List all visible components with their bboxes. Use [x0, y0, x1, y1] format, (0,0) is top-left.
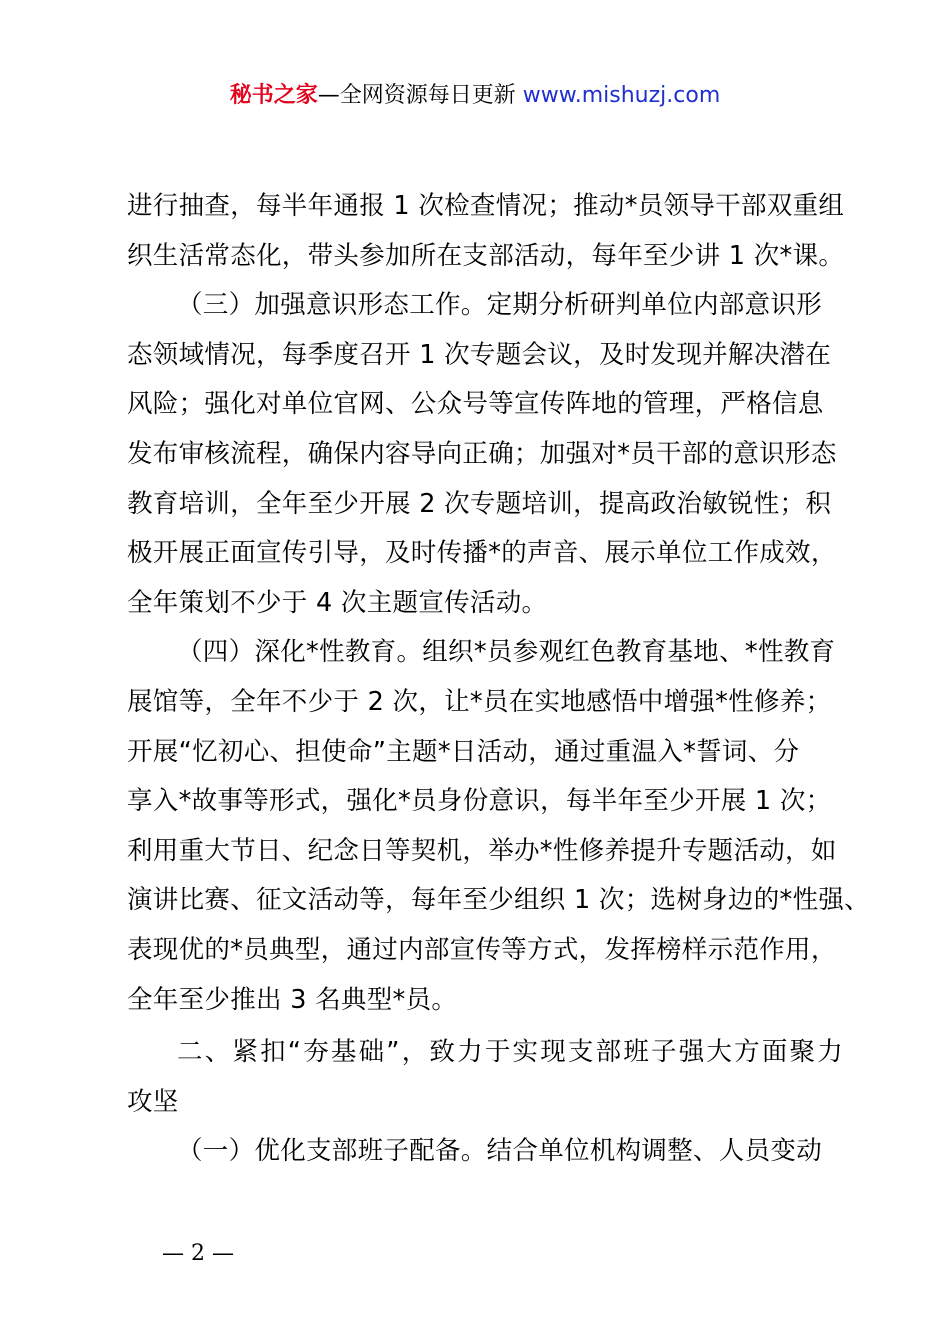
body-line: 全年至少推出 3 名典型*员。	[127, 984, 458, 1015]
body-line: 态领域情况，每季度召开 1 次专题会议，及时发现并解决潜在	[127, 339, 832, 370]
page-number: — 2 —	[162, 1241, 234, 1266]
body-line: 利用重大节日、纪念日等契机，举办*性修养提升专题活动，如	[127, 835, 837, 866]
site-brand: 秘书之家	[229, 83, 318, 108]
body-line: 风险；强化对单位官网、公众号等宣传阵地的管理，严格信息	[127, 389, 824, 420]
site-tagline: 全网资源每日更新	[339, 83, 516, 108]
section-heading-continued: 攻坚	[127, 1086, 179, 1117]
site-url-link[interactable]: www.mishuzj.com	[522, 83, 721, 108]
body-line: （一）优化支部班子配备。结合单位机构调整、人员变动	[177, 1136, 823, 1167]
body-line: 全年策划不少于 4 次主题宣传活动。	[127, 587, 548, 618]
body-line: 进行抽查，每半年通报 1 次检查情况；推动*员领导干部双重组	[127, 191, 845, 221]
body-line: 极开展正面宣传引导，及时传播*的声音、展示单位工作成效，	[127, 538, 837, 569]
body-line: 享入*故事等形式，强化*员身份意识，每半年至少开展 1 次；	[127, 786, 832, 817]
body-line: 发布审核流程，确保内容导向正确；加强对*员干部的意识形态	[127, 438, 837, 469]
body-line: 表现优的*员典型，通过内部宣传等方式，发挥榜样示范作用，	[127, 934, 837, 965]
document-body	[127, 182, 870, 1177]
section-heading: 二、紧扣“夯基础”，致力于实现支部班子强大方面聚力	[177, 1037, 845, 1068]
body-line: （四）深化*性教育。组织*员参观红色教育基地、*性教育	[177, 637, 836, 668]
body-line: 教育培训，全年至少开展 2 次专题培训，提高政治敏锐性；积	[127, 488, 832, 519]
header-separator: —	[317, 83, 340, 108]
body-line: 演讲比赛、征文活动等，每年至少组织 1 次；选树身边的*性强、	[127, 885, 870, 916]
site-header	[0, 80, 950, 112]
body-line: 展馆等，全年不少于 2 次，让*员在实地感悟中增强*性修养；	[127, 686, 832, 717]
body-line: （三）加强意识形态工作。定期分析研判单位内部意识形	[177, 290, 823, 321]
body-line: 开展“忆初心、担使命”主题*日活动，通过重温入*誓词、分	[127, 736, 800, 767]
body-line: 织生活常态化，带头参加所在支部活动，每年至少讲 1 次*课。	[127, 240, 845, 271]
